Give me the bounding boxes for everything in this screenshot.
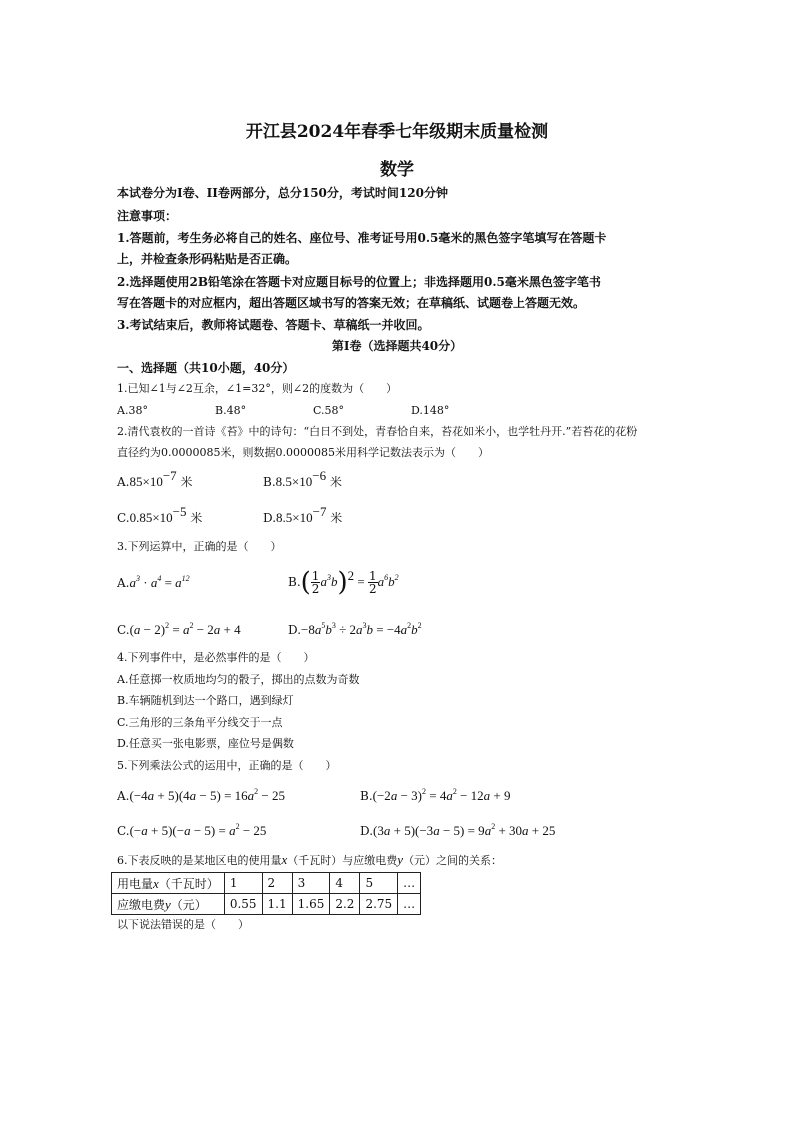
notice-1b: 上，并检查条形码粘贴是否正确。 (117, 252, 298, 266)
electricity-table (111, 872, 421, 915)
table-cell: 2.2 (330, 894, 360, 915)
q3-option-b: B.( $\frac{1}{2}$ $a^3b)^2$ = $\frac{1}{2}$ $a^6b^2$ (288, 567, 399, 598)
q3-option-d: $D.-8a^5b^3 \div 2a^3b = -4a^2b^2$ (288, 621, 422, 637)
table-cell: 1.1 (262, 894, 292, 915)
q1-option-c: C.58° (313, 404, 345, 417)
table-cell: 2 (262, 873, 292, 894)
section-heading: 一、选择题（共10小题，40分） (117, 361, 295, 375)
q3-option-a: $A.a^3 \cdot a^4 = a^{12}$ (117, 574, 190, 590)
q1-option-a: A.38° (117, 404, 148, 417)
q6-followup: 以下说法错误的是（ ） (117, 918, 249, 931)
table-row (112, 873, 421, 894)
q4-stem: 4.下列事件中，是必然事件的是（ ） (117, 651, 315, 664)
q4-option-a: A.任意掷一枚质地均匀的骰子，掷出的点数为奇数 (117, 673, 360, 686)
q5-option-c: $C.(-a + 5)(-a - 5) = a^2 - 25$ (117, 822, 267, 838)
q4-option-d: D.任意买一张电影票，座位号是偶数 (117, 737, 294, 750)
q5-option-b: $B.(-2a - 3)^2 = 4a^2 - 12a + 9$ (360, 787, 511, 803)
notice-heading: 注意事项： (117, 209, 178, 223)
table-cell: 4 (330, 873, 360, 894)
q4-option-c: C.三角形的三条角平分线交于一点 (117, 716, 283, 729)
q2-option-d: $D.8.5\times 10^{-7}$ 米 (263, 504, 343, 525)
q5-stem: 5.下列乘法公式的运用中，正确的是（ ） (117, 759, 337, 772)
exam-title: 开江县2024年春季七年级期末质量检测 (245, 122, 549, 142)
row-label-fee: 应缴电费y（元） (112, 894, 225, 915)
table-cell: 3 (292, 873, 330, 894)
row-label-usage: 用电量x（千瓦时） (112, 873, 225, 894)
notice-3: 3.考试结束后，教师将试题卷、答题卡、草稿纸一并收回。 (117, 318, 430, 332)
table-cell: … (398, 873, 421, 894)
q6-stem: 6.下表反映的是某地区电的使用量x（千瓦时）与应缴电费y（元）之间的关系： (117, 852, 503, 867)
table-cell: 0.55 (224, 894, 262, 915)
q2-option-b: $B.8.5\times 10^{-6}$ 米 (263, 468, 342, 489)
q3-option-c: $C.(a - 2)^2 = a^2 - 2a + 4$ (117, 621, 241, 637)
notice-1a: 1.答题前，考生务必将自己的姓名、座位号、准考证号用0.5毫米的黑色签字笔填写在答题卡 (117, 231, 607, 245)
q2-stem-line2: 直径约为0.0000085米，则数据0.0000085米用科学记数法表示为（ ） (117, 446, 489, 459)
exam-intro: 本试卷分为I卷、II卷两部分，总分150分，考试时间120分钟 (117, 186, 448, 200)
table-row (112, 894, 421, 915)
q3-stem: 3.下列运算中，正确的是（ ） (117, 540, 282, 553)
table-cell: 1 (224, 873, 262, 894)
q2-option-a: $A.85\times 10^{-7}$ 米 (117, 468, 193, 489)
q2-option-c: $C.0.85\times 10^{-5}$ 米 (117, 504, 203, 525)
q1-option-b: B.48° (215, 404, 247, 417)
table-cell: 5 (360, 873, 398, 894)
notice-2b: 写在答题卡的对应框内，超出答题区域书写的答案无效；在草稿纸、试题卷上答题无效。 (117, 296, 586, 310)
q5-option-d: $D.(3a + 5)(-3a - 5) = 9a^2 + 30a + 25$ (360, 822, 556, 838)
q5-option-a: $A.(-4a + 5)(4a - 5) = 16a^2 - 25$ (117, 787, 285, 803)
subject-title: 数学 (380, 160, 414, 180)
table-cell: 2.75 (360, 894, 398, 915)
q1-option-d: D.148° (411, 404, 450, 417)
table-cell: 1.65 (292, 894, 330, 915)
q1-stem: 1.已知∠1与∠2互余，∠1=32°，则∠2的度数为（ ） (117, 382, 398, 395)
q4-option-b: B.车辆随机到达一个路口，遇到绿灯 (117, 694, 294, 707)
table-cell: … (398, 894, 421, 915)
notice-2a: 2.选择题使用2B铅笔涂在答题卡对应题目标号的位置上；非选择题用0.5毫米黑色签字笔书 (117, 275, 601, 289)
q2-stem-line1: 2.清代袁枚的一首诗《苔》中的诗句：“白日不到处，青春恰自来，苔花如米小，也学牡丹开.”若苔花的花粉 (117, 425, 638, 438)
volume-heading: 第I卷（选择题共40分） (331, 339, 463, 353)
